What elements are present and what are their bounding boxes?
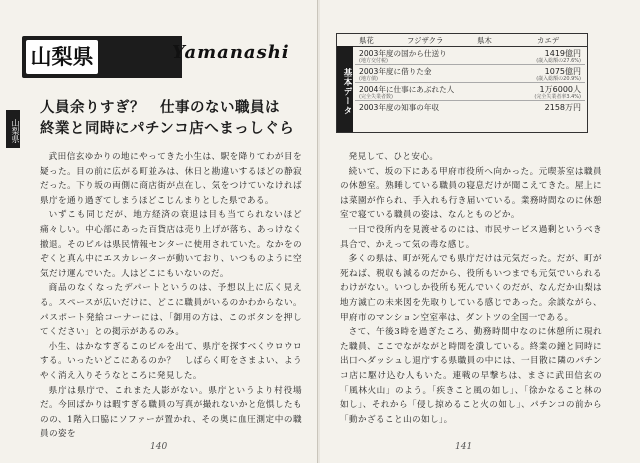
info-key: 2004年に仕事にあぶれた人: [359, 85, 455, 94]
paragraph: 続いて、坂の下にある甲府市役所へ向かった。元喫茶室は職員の休憩室。熟睡している職員の寝息だけが聞こえてきた。屋上には菜園が作られ、手入れも行き届いている。業務時間なのに休憩室で寝ている職員の姿は、なんとものどか。: [340, 166, 602, 221]
left-page: [0, 0, 318, 463]
flower-label: 県花: [359, 36, 374, 45]
paragraph: 発見して、ひと安心。: [348, 152, 439, 162]
info-row: [355, 83, 585, 101]
left-body-text: [40, 150, 302, 442]
prefecture-roman-name: Yamanashi: [172, 42, 290, 63]
paragraph: 県庁は県庁で、これまた人影がない。県庁というより村役場だ。今回ばかりは暇すぎる職員の写真が撮れないかと危惧したものの、1階入口脇にソファーが置かれ、その奥に血圧測定中の職員の姿を: [40, 385, 302, 440]
headline-line-2: 終業と同時にパチンコ店へまっしぐら: [40, 121, 295, 137]
tree-label: 県木: [477, 36, 492, 45]
info-value: 2158万円: [544, 103, 581, 112]
basic-data-label: 基本データ: [337, 46, 353, 132]
page-number-right: 141: [455, 442, 473, 452]
paragraph: 一日で役所内を見渡せるのには、市民サービス過剰というべき具合で、かえって気の毒な感じ。: [340, 224, 602, 250]
info-key: 2003年度の知事の年収: [359, 103, 440, 112]
info-value-sub: (歳入総額の20.9%): [536, 76, 581, 82]
basic-data-box: [336, 33, 588, 133]
page-number-left: 140: [150, 442, 168, 452]
paragraph: いずこも同じだが、地方経済の衰退は目も当てられないほど痛々しい。中心部にあった百貨店は売り上げが落ち、あっけなく撤退。そのビルは県民情報センターに使用されていた。なかをのぞくと真ん中にエスカレーターが動いており、いつものように空気だけ運んでいた。人はどこにもいないのだ。: [40, 210, 302, 279]
flower-value: フジザクラ: [407, 36, 444, 45]
info-row: [355, 47, 585, 65]
info-row: [355, 65, 585, 83]
info-key: 2003年度の国から仕送り: [359, 49, 447, 58]
info-value: 1419億円: [544, 49, 581, 58]
info-top-row: [337, 34, 587, 47]
paragraph: 武田信玄ゆかりの地にやってきた小生は、駅を降りてわが目を疑った。目の前に広がる町並みは、休日と勘違いするほどの静寂だった。下り坂の両側に商店街が点在し、気をつけていなければ県庁を通り過ぎてしまうほどこじんまりとした県である。: [40, 152, 302, 206]
paragraph: さて、午後3時を過ぎたころ、勤務時間中なのに休憩所に現れた職員、ここでながながと時間を潰している。終業の鐘と同時に出口へダッシュし退庁する県職員の中には、一目散に隣のパチンコ店に駆け込む人もいた。連戦の早撃ちは、まさに武田信玄の「風林火山」のよう。「疾きこと風の如し」、「徐かなること林の如し」、それから「侵し掠めること火の如し」、パチンコの前から「動かざること山の如し」。: [340, 327, 602, 425]
prefecture-name: 山梨県: [30, 45, 94, 69]
info-value-sub: (歳入総額の27.6%): [536, 58, 581, 64]
info-value: 1万6000人: [539, 85, 581, 94]
paragraph: 多くの県は、町が死んでも県庁だけは元気だった。だが、町が死ねば、税収も減るのだから、役所もいつまでも元気でいられるわけがない。いつしか役所も死んでいくのだが、なんだか山梨は地方滅亡の未来図を先取りしている感じであった。余談ながら、甲府市のマンション空室率は、ダントツの全国一である。: [340, 254, 602, 323]
info-value-sub: (完全失業者率3.4%): [534, 94, 581, 100]
info-key-sub: (地方債): [359, 76, 378, 82]
right-body-text: [340, 150, 602, 427]
article-headline: [40, 98, 312, 140]
chapter-side-tab: 山梨県: [6, 110, 20, 148]
paragraph: 小生、はかなすぎるこのビルを出て、県庁を探すべくウロウロする。いったいどこにあるのか？ しばらく町をさまよい、ようやく消え入りそうなところに発見した。: [40, 341, 302, 381]
prefecture-banner: [22, 36, 312, 78]
headline-line-1: 人員余りすぎ？ 仕事のない職員は: [40, 100, 280, 116]
info-row: [355, 101, 585, 118]
paragraph: 商品のなくなったデパートというのは、予想以上に広く見える。スペースが広いだけに、どこに職員がいるのかわからない。パスポート発給コーナーには、「御用の方は、このボタンを押してください」との掲示があるのみ。: [40, 283, 302, 338]
info-key-sub: (完全失業者数): [359, 94, 393, 100]
info-value: 1075億円: [544, 67, 581, 76]
info-key: 2003年度に借りた金: [359, 67, 432, 76]
info-key-sub: (地方交付税): [359, 58, 388, 64]
tree-value: カエデ: [537, 36, 560, 45]
